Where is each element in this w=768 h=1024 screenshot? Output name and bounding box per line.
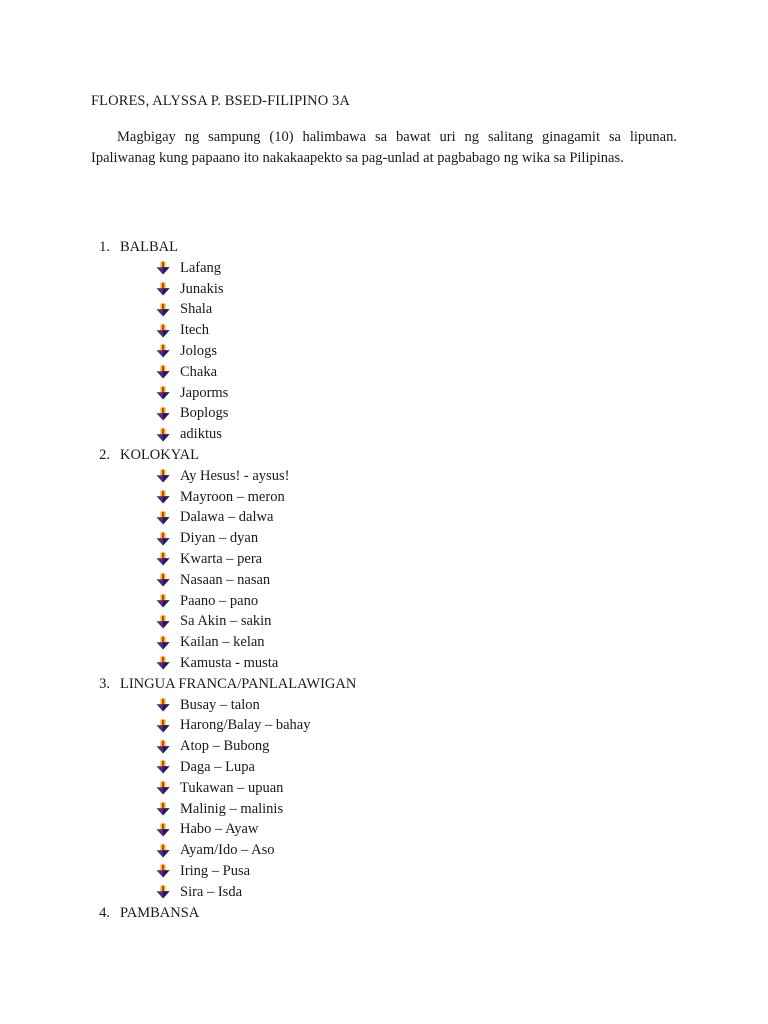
list-item-text: Boplogs xyxy=(180,405,229,422)
list-item xyxy=(0,507,768,528)
student-header: FLORES, ALYSSA P. BSED-FILIPINO 3A xyxy=(91,93,350,109)
list-item xyxy=(0,320,768,341)
arrow-down-icon xyxy=(156,864,170,878)
list-item xyxy=(0,861,768,882)
arrow-down-icon xyxy=(156,844,170,858)
arrow-down-icon xyxy=(156,823,170,837)
list-item xyxy=(0,487,768,508)
list-item-text: Itech xyxy=(180,322,209,339)
list-item-text: Dalawa – dalwa xyxy=(180,509,274,526)
list-item xyxy=(0,778,768,799)
list-item-text: Kwarta – pera xyxy=(180,550,263,567)
list-item-text: Sa Akin – sakin xyxy=(180,613,272,630)
list-item-text: Harong/Balay – bahay xyxy=(180,717,311,734)
list-item xyxy=(0,299,768,320)
arrow-down-icon xyxy=(156,428,170,442)
category-heading xyxy=(0,445,768,466)
list-item-text: adiktus xyxy=(180,426,222,443)
category-number: 4. xyxy=(99,904,110,921)
list-item-text: Kamusta - musta xyxy=(180,654,279,671)
list-item-text: Malinig – malinis xyxy=(180,800,284,817)
category-number: 3. xyxy=(99,675,110,692)
list-item xyxy=(0,362,768,383)
arrow-down-icon xyxy=(156,698,170,712)
list-item-text: Habo – Ayaw xyxy=(180,821,259,838)
list-item xyxy=(0,736,768,757)
list-item-text: Ayam/Ido – Aso xyxy=(180,842,275,859)
category-heading xyxy=(0,237,768,258)
list-item xyxy=(0,840,768,861)
category-title: PAMBANSA xyxy=(120,904,200,921)
arrow-down-icon xyxy=(156,615,170,629)
list-item xyxy=(0,882,768,903)
arrow-down-icon xyxy=(156,552,170,566)
list-item-text: Iring – Pusa xyxy=(180,862,251,879)
list-item xyxy=(0,549,768,570)
list-item-text: Junakis xyxy=(180,280,224,297)
arrow-down-icon xyxy=(156,365,170,379)
list-item xyxy=(0,632,768,653)
arrow-down-icon xyxy=(156,303,170,317)
list-item-text: Nasaan – nasan xyxy=(180,571,271,588)
list-item-text: Mayroon – meron xyxy=(180,488,285,505)
list-item-text: Jologs xyxy=(180,342,218,359)
list-item-text: Ay Hesus! - aysus! xyxy=(180,467,290,484)
category-title: BALBAL xyxy=(120,239,178,255)
arrow-down-icon xyxy=(156,490,170,504)
category-title: KOLOKYAL xyxy=(120,446,199,463)
arrow-down-icon xyxy=(156,719,170,733)
instruction-paragraph: Magbigay ng sampung (10) halimbawa sa bawat uri ng salitang ginagamit sa lipunan. Ipaliwanag kung papaano ito nakakaapekto sa pag-unlad at pagbabago ng wika sa Pilipinas. xyxy=(91,129,677,166)
list-item-text: Tukawan – upuan xyxy=(180,779,284,796)
category-number: 1. xyxy=(99,239,110,255)
list-item xyxy=(0,383,768,404)
arrow-down-icon xyxy=(156,573,170,587)
category-number: 2. xyxy=(99,446,110,463)
list-item xyxy=(0,757,768,778)
list-item xyxy=(0,528,768,549)
list-item xyxy=(0,570,768,591)
arrow-down-icon xyxy=(156,760,170,774)
list-item xyxy=(0,403,768,424)
category-list xyxy=(0,237,768,923)
arrow-down-icon xyxy=(156,386,170,400)
arrow-down-icon xyxy=(156,885,170,899)
arrow-down-icon xyxy=(156,407,170,421)
list-item-text: Atop – Bubong xyxy=(180,738,270,755)
list-item xyxy=(0,466,768,487)
arrow-down-icon xyxy=(156,532,170,546)
list-item xyxy=(0,695,768,716)
list-item-text: Busay – talon xyxy=(180,696,260,713)
arrow-down-icon xyxy=(156,594,170,608)
arrow-down-icon xyxy=(156,324,170,338)
list-item-text: Kailan – kelan xyxy=(180,634,265,651)
category-title: LINGUA FRANCA/PANLALAWIGAN xyxy=(120,675,357,692)
list-item-text: Daga – Lupa xyxy=(180,758,255,775)
list-item xyxy=(0,715,768,736)
arrow-down-icon xyxy=(156,740,170,754)
arrow-down-icon xyxy=(156,636,170,650)
list-item xyxy=(0,279,768,300)
category-heading xyxy=(0,903,768,924)
list-item-text: Sira – Isda xyxy=(180,883,243,900)
list-item xyxy=(0,341,768,362)
list-item xyxy=(0,424,768,445)
arrow-down-icon xyxy=(156,781,170,795)
arrow-down-icon xyxy=(156,282,170,296)
arrow-down-icon xyxy=(156,261,170,275)
list-item-text: Shala xyxy=(180,301,213,318)
list-item xyxy=(0,653,768,674)
arrow-down-icon xyxy=(156,511,170,525)
list-item-text: Lafang xyxy=(180,259,222,276)
list-item xyxy=(0,591,768,612)
arrow-down-icon xyxy=(156,802,170,816)
arrow-down-icon xyxy=(156,656,170,670)
list-item xyxy=(0,819,768,840)
list-item-text: Japorms xyxy=(180,384,229,401)
category-heading xyxy=(0,674,768,695)
list-item-text: Chaka xyxy=(180,363,218,380)
list-item xyxy=(0,799,768,820)
arrow-down-icon xyxy=(156,344,170,358)
list-item-text: Diyan – dyan xyxy=(180,530,259,547)
list-item xyxy=(0,258,768,279)
list-item-text: Paano – pano xyxy=(180,592,259,609)
arrow-down-icon xyxy=(156,469,170,483)
list-item xyxy=(0,611,768,632)
